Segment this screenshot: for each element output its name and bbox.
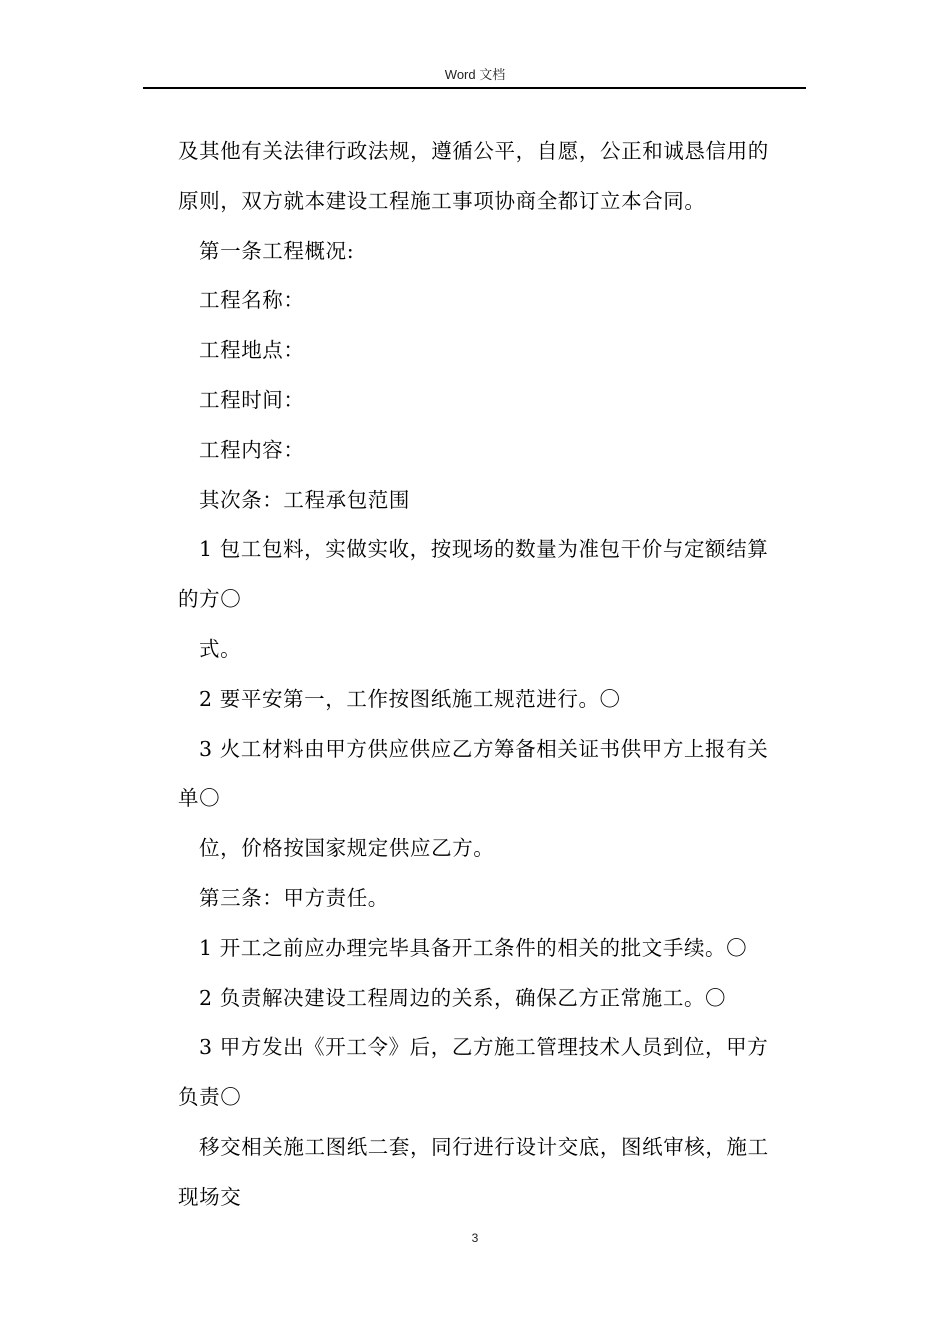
body-paragraph: 单〇 bbox=[178, 786, 221, 811]
body-paragraph: 式。 bbox=[199, 636, 242, 661]
page-number: 3 bbox=[471, 1231, 479, 1245]
body-paragraph: 位，价格按国家规定供应乙方。 bbox=[199, 836, 495, 861]
body-paragraph: 的方〇 bbox=[178, 587, 242, 612]
body-paragraph: 1 开工之前应办理完毕具备开工条件的相关的批文手续。〇 bbox=[199, 935, 748, 960]
body-paragraph: 移交相关施工图纸二套，同行进行设计交底，图纸审核，施工 bbox=[199, 1134, 769, 1159]
body-paragraph: 及其他有关法律行政法规，遵循公平，自愿，公正和诚恳信用的 bbox=[178, 139, 769, 163]
body-paragraph: 2 要平安第一，工作按图纸施工规范进行。〇 bbox=[199, 686, 621, 711]
section-heading-2: 其次条：工程承包范围 bbox=[199, 487, 410, 512]
document-body bbox=[178, 127, 808, 1223]
body-paragraph: 负责〇 bbox=[178, 1085, 242, 1110]
project-time-line: 工程时间： bbox=[199, 387, 305, 412]
section-heading-1: 第一条工程概况: bbox=[199, 238, 355, 263]
project-location-line: 工程地点： bbox=[199, 338, 305, 363]
body-paragraph: 3 甲方发出《开工令》后，乙方施工管理技术人员到位，甲方 bbox=[199, 1035, 769, 1060]
body-paragraph: 原则，双方就本建设工程施工事项协商全都订立本合同。 bbox=[178, 188, 706, 213]
project-name-line: 工程名称： bbox=[199, 288, 305, 313]
body-paragraph: 1 包工包料，实做实收，按现场的数量为准包干价与定额结算 bbox=[199, 537, 769, 562]
body-paragraph: 3 火工材料由甲方供应供应乙方筹备相关证书供甲方上报有关 bbox=[199, 736, 769, 761]
body-paragraph: 现场交 bbox=[178, 1184, 242, 1209]
section-heading-3: 第三条：甲方责任。 bbox=[199, 885, 389, 910]
body-paragraph: 2 负责解决建设工程周边的关系，确保乙方正常施工。〇 bbox=[199, 985, 727, 1010]
project-content-line: 工程内容： bbox=[199, 437, 305, 462]
header-divider bbox=[143, 87, 806, 89]
page-header: Word 文档 bbox=[444, 67, 506, 82]
